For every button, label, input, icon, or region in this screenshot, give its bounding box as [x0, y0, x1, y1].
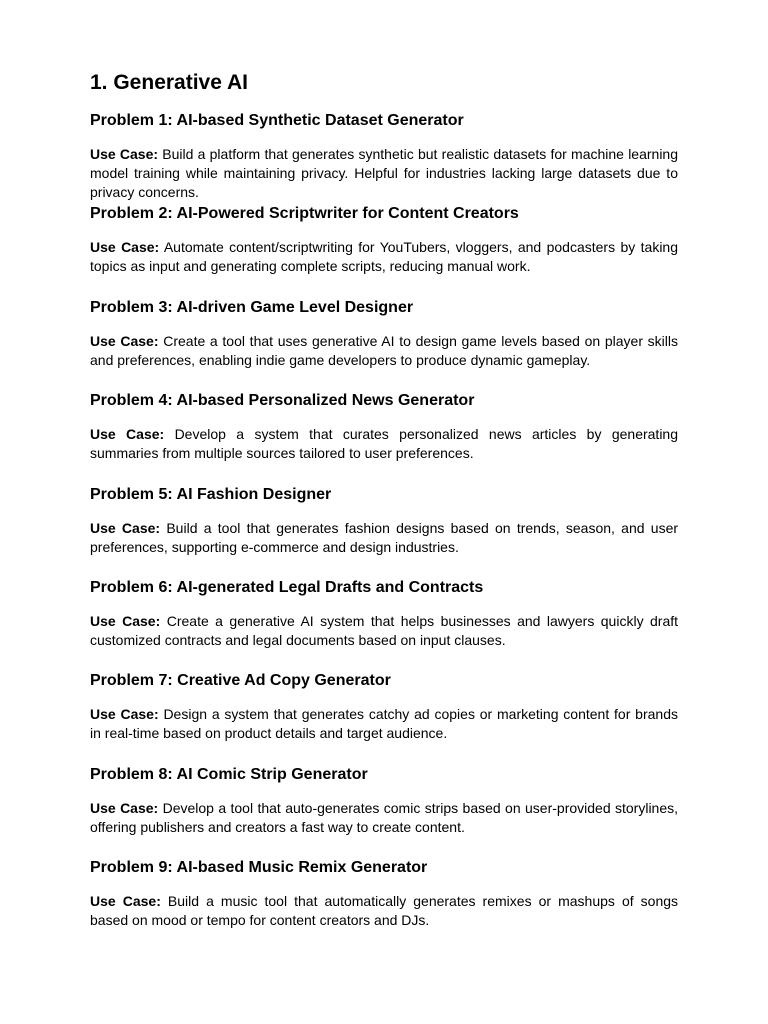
problem-2 [90, 204, 678, 297]
problem-list [90, 111, 678, 952]
use-case-text: Create a generative AI system that helps businesses and lawyers quickly draft customized contracts and legal documents based on input clauses. [90, 612, 679, 648]
use-case-paragraph [90, 519, 678, 557]
use-case-paragraph [90, 799, 678, 837]
use-case-text: Build a platform that generates synthetic but realistic datasets for machine learning model training while maintaining privacy. Helpful for industries lacking large datasets due to privacy concerns. [90, 146, 679, 200]
use-case-paragraph [90, 238, 678, 276]
use-case-label: Use Case: [90, 706, 159, 723]
use-case-label: Use Case: [90, 519, 161, 536]
page-title: 1. Generative AI [90, 71, 248, 94]
use-case-text: Develop a tool that auto-generates comic strips based on user-provided storylines, offering publishers and creators a fast way to create content. [90, 799, 679, 835]
problem-heading: Problem 6: AI-generated Legal Drafts and Contracts [90, 578, 484, 596]
problem-1 [90, 111, 678, 204]
use-case-text: Build a music tool that automatically generates remixes or mashups of songs based on mood or tempo for content creators and DJs. [90, 893, 679, 929]
use-case-paragraph [90, 705, 678, 743]
problem-heading: Problem 8: AI Comic Strip Generator [90, 765, 368, 783]
use-case-text: Automate content/scriptwriting for YouTubers, vloggers, and podcasters by taking topics as input and generating complete scripts, reducing manual work. [90, 239, 679, 275]
problem-heading: Problem 5: AI Fashion Designer [90, 485, 332, 503]
use-case-text: Build a tool that generates fashion designs based on trends, season, and user preferences, supporting e-commerce and design industries. [90, 519, 679, 555]
problem-heading: Problem 2: AI-Powered Scriptwriter for Content Creators [90, 205, 519, 223]
use-case-label: Use Case: [90, 332, 159, 349]
problem-heading: Problem 4: AI-based Personalized News Generator [90, 392, 475, 410]
problem-heading: Problem 3: AI-driven Game Level Designer [90, 298, 414, 316]
use-case-label: Use Case: [90, 799, 159, 816]
problem-8 [90, 765, 678, 858]
use-case-paragraph [90, 612, 678, 650]
use-case-label: Use Case: [90, 146, 159, 162]
use-case-paragraph [90, 332, 678, 370]
use-case-label: Use Case: [90, 426, 165, 443]
problem-heading: Problem 1: AI-based Synthetic Dataset Generator [90, 112, 464, 129]
document-page [90, 68, 678, 952]
problem-6 [90, 578, 678, 671]
problem-heading: Problem 9: AI-based Music Remix Generator [90, 859, 428, 877]
use-case-text: Develop a system that curates personalized news articles by generating summaries from multiple sources tailored to user preferences. [90, 426, 679, 462]
use-case-label: Use Case: [90, 893, 161, 910]
use-case-paragraph [90, 892, 678, 930]
use-case-label: Use Case: [90, 239, 160, 256]
problem-3 [90, 298, 678, 391]
problem-5 [90, 485, 678, 578]
use-case-text: Design a system that generates catchy ad copies or marketing content for brands in real-time based on product details and target audience. [90, 706, 678, 742]
problem-9 [90, 858, 678, 951]
problem-heading: Problem 7: Creative Ad Copy Generator [90, 672, 391, 690]
problem-7 [90, 671, 678, 764]
use-case-paragraph [90, 425, 678, 463]
use-case-paragraph [90, 145, 678, 202]
use-case-text: Create a tool that uses generative AI to design game levels based on player skills and preferences, enabling indie game developers to produce dynamic gameplay. [90, 332, 679, 368]
use-case-label: Use Case: [90, 612, 161, 629]
problem-4 [90, 391, 678, 484]
